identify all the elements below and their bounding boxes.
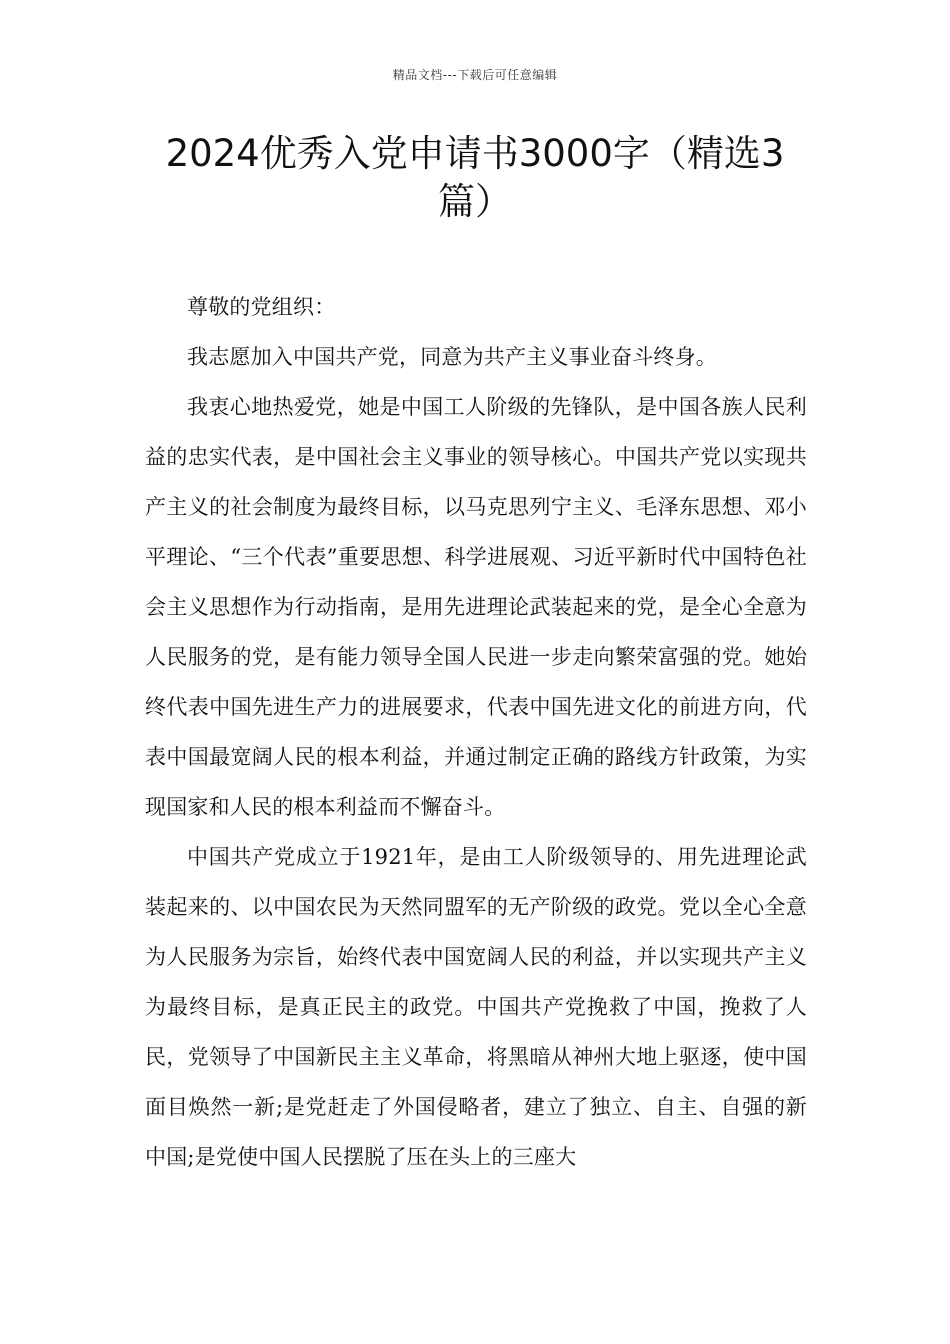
paragraph: 我衷心地热爱党，她是中国工人阶级的先锋队，是中国各族人民利益的忠实代表，是中国社会主义事业的领导核心。中国共产党以实现共产主义的社会制度为最终目标，以马克思列宁主义、毛泽东思想、邓小平理论、“三个代表”重要思想、科学进展观、习近平新时代中国特色社会主义思想作为行动指南，是用先进理论武装起来的党，是全心全意为人民服务的党，是有能力领导全国人民进一步走向繁荣富强的党。她始终代表中国先进生产力的进展要求，代表中国先进文化的前进方向，代表中国最宽阔人民的根本利益，并通过制定正确的路线方针政策，为实现国家和人民的根本利益而不懈奋斗。 [145, 395, 807, 819]
document-title: 2024优秀入党申请书3000字（精选3篇） [165, 132, 785, 223]
page-header-note: 精品文档---下载后可任意编辑 [392, 68, 558, 82]
paragraph: 我志愿加入中国共产党，同意为共产主义事业奋斗终身。 [187, 345, 717, 369]
salutation: 尊敬的党组织： [187, 295, 336, 319]
paragraph: 中国共产党成立于1921年，是由工人阶级领导的、用先进理论武装起来的、以中国农民为天然同盟军的无产阶级的政党。党以全心全意为人民服务为宗旨，始终代表中国宽阔人民的利益，并以实现共产主义为最终目标，是真正民主的政党。中国共产党挽救了中国，挽救了人民，党领导了中国新民主主义革命，将黑暗从神州大地上驱逐，使中国面目焕然一新;是党赶走了外国侵略者，建立了独立、自主、自强的新中国;是党使中国人民摆脱了压在头上的三座大 [145, 845, 807, 1169]
document-body [145, 282, 807, 1182]
